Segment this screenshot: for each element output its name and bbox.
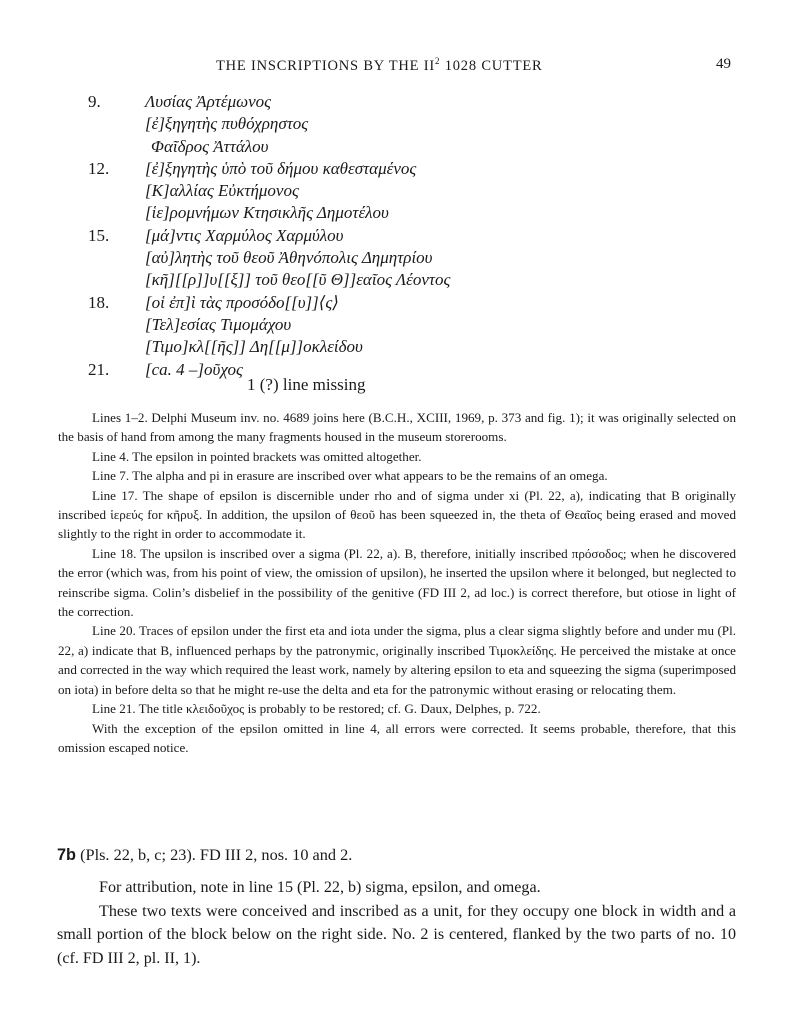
commentary-paragraph: Lines 1–2. Delphi Museum inv. no. 4689 joins here (B.C.H., XCIII, 1969, p. 373 and fig. 1); it was originally selected on the basis of hand from among the many fragments housed in the museum storerooms. <box>58 410 736 445</box>
inscription-line <box>0 114 792 136</box>
line-number: 21. <box>88 359 110 379</box>
inscription-text <box>0 92 792 382</box>
section-heading <box>57 845 352 865</box>
line-text: [ἐ]ξηγητὴς πυθόχρηστος <box>145 114 309 134</box>
line-text: [Τιμο]κλ[[ῆς]] Δη[[μ]]οκλείδου <box>145 337 363 357</box>
body-text <box>57 876 736 970</box>
commentary-paragraph: Line 20. Traces of epsilon under the first eta and iota under the sigma, plus a clear sigma slightly before and under mu (Pl. 22, a) indicate that B, influenced perhaps by the patronymic, originally inscribed Τιμοκλείδης. He perceived the mistake at once and corrected in the way which required the least work, namely by altering epsilon to eta and squeezing the sigma (superimposed on iota) in before delta so that he might re-use the delta and eta for the patronymic without erasing or relocating them. <box>58 623 736 697</box>
inscription-line <box>0 137 792 159</box>
inscription-line <box>0 203 792 225</box>
line-text: [οἱ ἐπ]ὶ τὰς προσόδο[[υ]]⟨ς⟩ <box>145 292 339 312</box>
inscription-line <box>0 226 792 248</box>
line-text: [κῆ][[ρ]]υ[[ξ]] τοῦ θεο[[ῦ Θ]]εαῖος Λέοντος <box>145 270 451 290</box>
inscription-line <box>0 248 792 270</box>
inscription-line <box>0 337 792 359</box>
commentary-paragraph: Line 4. The epsilon in pointed brackets was omitted altogether. <box>92 448 422 464</box>
line-text: [ἐ]ξηγητὴς ὑπὸ τοῦ δήμου καθεσταμένος <box>145 158 417 178</box>
commentary-paragraph: Line 18. The upsilon is inscribed over a sigma (Pl. 22, a). B, therefore, initially inscribed πρόσοδος; when he discovered the error (which was, from his point of view, the omission of upsilon), he inserted the upsilon where it belonged, but neglected to reinscribe sigma. Colin’s disbelief in the possibility of the genitive (FD III 2, ad loc.) is correct therefore, but otiose in light of the correction. <box>58 545 736 620</box>
line-text: [ἱε]ρομνήμων Κτησικλῆς Δημοτέλου <box>145 203 389 223</box>
inscription-line <box>0 293 792 315</box>
line-text: [Κ]αλλίας Εὐκτήμονος <box>145 181 299 201</box>
inscription-line <box>0 360 792 382</box>
body-paragraph: These two texts were conceived and inscribed as a unit, for they occupy one block in width and a small portion of the block below on the right side. No. 2 is centered, flanked by the two parts of no. 10 (cf. FD III 2, pl. II, 1). <box>57 902 736 967</box>
line-text: Φαῖδρος Ἀττάλου <box>151 136 269 156</box>
line-number: 18. <box>88 292 110 312</box>
commentary-paragraph: Line 7. The alpha and pi in erasure are inscribed over what appears to be the remains of an omega. <box>92 468 608 484</box>
line-text: [ca. 4 –]οῦχος <box>145 359 243 379</box>
body-paragraph: For attribution, note in line 15 (Pl. 22, b) sigma, epsilon, and omega. <box>99 879 541 896</box>
line-number: 9. <box>88 92 101 111</box>
running-head-superscript: 2 <box>434 56 441 66</box>
running-head-suffix: 1028 CUTTER <box>440 57 543 74</box>
inscription-line <box>0 270 792 292</box>
section-reference: (Pls. 22, b, c; 23). FD III 2, nos. 10 and 2. <box>76 845 353 864</box>
commentary-paragraph: Line 17. The shape of epsilon is discernible under rho and of sigma under xi (Pl. 22, a), indicating that B originally inscribed ἱερεύς for κῆρυξ. In addition, the upsilon of θεοῦ has been squeezed in, the theta of Θεαῖος being erased and moved slightly to the right in order to accommodate it. <box>58 487 736 542</box>
commentary-paragraph: With the exception of the epsilon omitted in line 4, all errors were corrected. It seems probable, therefore, that this omission escaped notice. <box>58 720 736 755</box>
line-text: [αὐ]λητὴς τοῦ θεοῦ Ἀθηνόπολις Δημητρίου <box>145 248 433 268</box>
running-head-text: THE INSCRIPTIONS BY THE II <box>216 57 435 74</box>
inscription-line <box>0 92 792 114</box>
line-number: 12. <box>88 158 110 178</box>
inscription-line <box>0 159 792 181</box>
commentary-paragraph: Line 21. The title κλειδοῦχος is probably to be restored; cf. G. Daux, Delphes, p. 722. <box>92 701 541 717</box>
inscription-line <box>0 315 792 337</box>
line-text: [Τελ]εσίας Τιμομάχου <box>145 314 292 334</box>
section-label: 7b <box>57 846 77 864</box>
line-text: Λυσίας Ἀρτέμωνος <box>145 92 272 111</box>
commentary <box>58 408 736 757</box>
line-number: 15. <box>88 225 110 245</box>
line-text: [μά]ντις Χαρμύλος Χαρμύλου <box>145 225 344 245</box>
page-number: 49 <box>716 56 731 72</box>
running-head <box>216 56 543 75</box>
missing-line-note: 1 (?) line missing <box>247 375 366 394</box>
inscription-line <box>0 181 792 203</box>
